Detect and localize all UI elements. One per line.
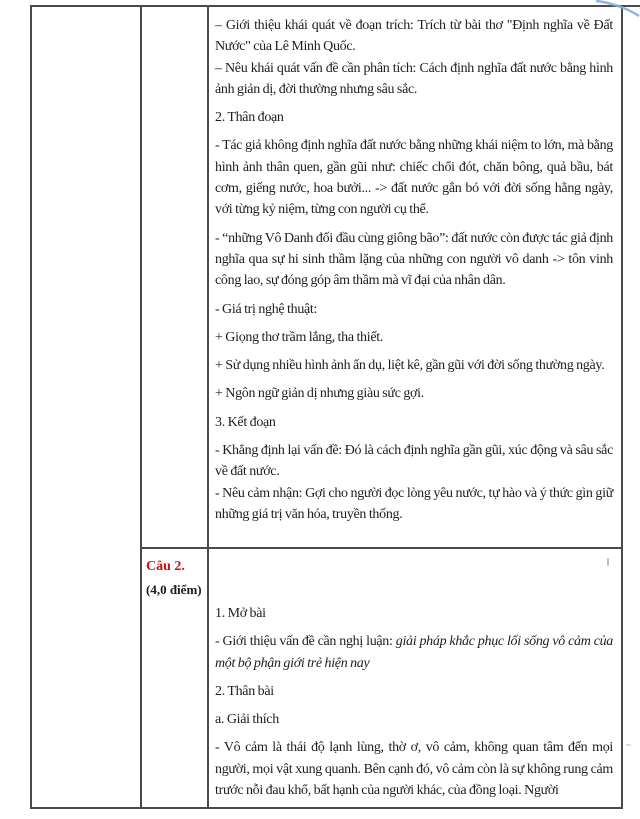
text-segment: 1. Mở bài bbox=[215, 606, 266, 621]
text-segment: + Ngôn ngữ giản dị nhưng giàu sức gợi. bbox=[215, 386, 424, 402]
table-border-right bbox=[621, 5, 623, 809]
paragraph bbox=[215, 412, 613, 433]
text-segment: + Sử dụng nhiều hình ảnh ẩn dụ, liệt kê, gần gũi với đời sống thường ngày. bbox=[215, 358, 605, 374]
table-border-bottom bbox=[30, 807, 623, 809]
question-label-cell bbox=[142, 549, 206, 601]
paragraph bbox=[215, 58, 613, 101]
text-segment: - “những Vô Danh đối đầu cùng giông bão”: đất nước còn được tác giả định nghĩa qua sự hi sinh thầm lặng của những con người vô danh -> tôn vinh công lao, sự đóng góp âm thầm mà vĩ đại của nhân dân. bbox=[215, 230, 613, 289]
paragraph bbox=[215, 709, 613, 730]
text-segment: - Giá trị nghệ thuật: bbox=[215, 301, 318, 317]
text-segment: a. Giải thích bbox=[215, 712, 279, 728]
question-points-label: (4,0 điểm) bbox=[146, 582, 202, 597]
paragraph bbox=[215, 383, 613, 404]
text-segment: 3. Kết đoạn bbox=[215, 414, 276, 430]
paragraph bbox=[215, 107, 613, 128]
text-segment: - Khẳng định lại vấn đề: Đó là cách định nghĩa gần gũi, xúc động và sâu sắc về đất nước. bbox=[215, 443, 613, 480]
paragraph bbox=[215, 299, 613, 320]
paragraph bbox=[215, 737, 613, 801]
text-segment: - Nêu cảm nhận: Gợi cho người đọc lòng yêu nước, tự hào và ý thức gìn giữ những giá trị văn hóa, truyền thống. bbox=[215, 485, 613, 522]
paragraph bbox=[215, 15, 613, 58]
table-border-col2 bbox=[140, 5, 142, 809]
answer-content-row-2 bbox=[209, 549, 621, 807]
scan-noise-mark bbox=[607, 558, 609, 566]
text-segment: - Tác giả không định nghĩa đất nước bằng những khái niệm to lớn, mà bằng hình ảnh thân quen, gần gũi như: chiếc chổi đót, chăn bông, quả bầu, bát cơm, giếng nước, hoa bưởi... -> đất nước gắn bó với đời sống hằng ngày, với từng kỷ niệm, từng con người cụ thể. bbox=[215, 138, 613, 218]
text-segment: – Nêu khái quát vấn đề cần phân tích: Cách định nghĩa đất nước bằng hình ảnh giản dị, đời thường nhưng sâu sắc. bbox=[215, 60, 613, 97]
paragraph bbox=[215, 327, 613, 348]
text-segment: 2. Thân bài bbox=[215, 683, 274, 699]
paragraph bbox=[215, 603, 613, 624]
text-segment: – Giới thiệu khái quát về đoạn trích: Trích từ bài thơ "Định nghĩa về Đất Nước" của Lê Minh Quốc. bbox=[215, 18, 613, 55]
text-segment: giải pháp khắc phục lối sống vô cảm của một bộ phận giới trẻ hiện nay bbox=[215, 634, 614, 671]
question-number-label: Câu 2. bbox=[146, 559, 185, 574]
paragraph bbox=[215, 681, 613, 702]
paragraph bbox=[215, 355, 613, 376]
text-segment: - Giới thiệu vấn đề cần nghị luận: bbox=[215, 634, 396, 650]
paragraph bbox=[215, 228, 613, 292]
paragraph bbox=[215, 631, 613, 674]
answer-content-row-1 bbox=[209, 7, 621, 547]
text-segment: - Vô cảm là thái độ lạnh lùng, thờ ơ, vô cảm, không quan tâm đến mọi người, mọi vật xung quanh. Bên cạnh đó, vô cảm còn là sự không rung cảm trước nỗi đau khổ, bất hạnh của người khác, của đồng loại. Người bbox=[215, 740, 613, 799]
scan-noise-mark bbox=[626, 744, 631, 746]
page-curl-artifact bbox=[594, 0, 640, 17]
table-border-left bbox=[30, 5, 32, 809]
text-segment: + Giọng thơ trầm lắng, tha thiết. bbox=[215, 329, 384, 345]
text-segment: 2. Thân đoạn bbox=[215, 110, 284, 126]
paragraph bbox=[215, 483, 613, 526]
paragraph bbox=[215, 440, 613, 483]
paragraph bbox=[215, 135, 613, 220]
